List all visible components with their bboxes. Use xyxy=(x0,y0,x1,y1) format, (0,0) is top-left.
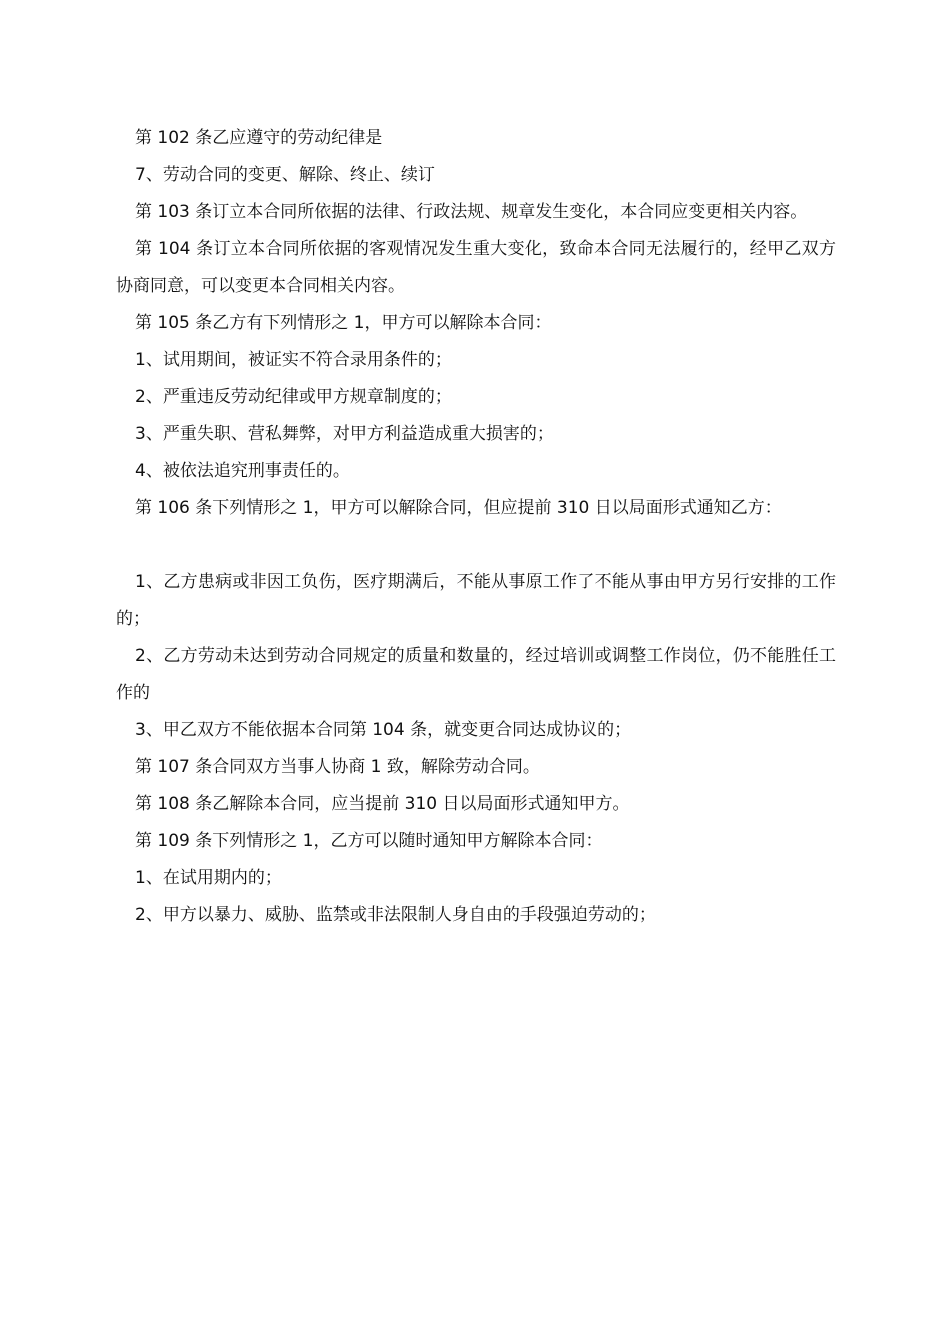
article-109-item-2: 2、甲方以暴力、威胁、监禁或非法限制人身自由的手段强迫劳动的； xyxy=(135,905,656,925)
article-106-item-2: 2、乙方劳动未达到劳动合同规定的质量和数量的，经过培训或调整工作岗位，仍不能胜任工作的 xyxy=(116,646,836,703)
article-108: 第 108 条乙解除本合同，应当提前 310 日以局面形式通知甲方。 xyxy=(135,794,630,814)
article-105-item-3: 3、严重失职、营私舞弊，对甲方利益造成重大损害的； xyxy=(135,424,554,444)
article-109: 第 109 条下列情形之 1，乙方可以随时通知甲方解除本合同： xyxy=(135,831,603,851)
article-104: 第 104 条订立本合同所依据的客观情况发生重大变化，致命本合同无法履行的，经甲乙双方协商同意，可以变更本合同相关内容。 xyxy=(116,239,836,296)
article-106-item-3: 3、甲乙双方不能依据本合同第 104 条，就变更合同达成协议的； xyxy=(135,720,632,740)
article-109-item-1: 1、在试用期内的； xyxy=(135,868,282,888)
article-106-item-1: 1、乙方患病或非因工负伤，医疗期满后，不能从事原工作了不能从事由甲方另行安排的工作的； xyxy=(116,572,836,629)
article-105-item-4: 4、被依法追究刑事责任的。 xyxy=(135,461,350,481)
article-107: 第 107 条合同双方当事人协商 1 致，解除劳动合同。 xyxy=(135,757,540,777)
article-105-item-1: 1、试用期间，被证实不符合录用条件的； xyxy=(135,350,452,370)
section-7-heading: 7、劳动合同的变更、解除、终止、续订 xyxy=(135,165,435,185)
document-body xyxy=(116,120,836,934)
article-105: 第 105 条乙方有下列情形之 1，甲方可以解除本合同： xyxy=(135,313,552,333)
article-105-item-2: 2、严重违反劳动纪律或甲方规章制度的； xyxy=(135,387,452,407)
blank-line xyxy=(116,527,836,564)
article-103: 第 103 条订立本合同所依据的法律、行政法规、规章发生变化，本合同应变更相关内容。 xyxy=(135,202,808,222)
article-106: 第 106 条下列情形之 1，甲方可以解除合同，但应提前 310 日以局面形式通知乙方： xyxy=(135,498,782,518)
article-102: 第 102 条乙应遵守的劳动纪律是 xyxy=(135,128,383,148)
